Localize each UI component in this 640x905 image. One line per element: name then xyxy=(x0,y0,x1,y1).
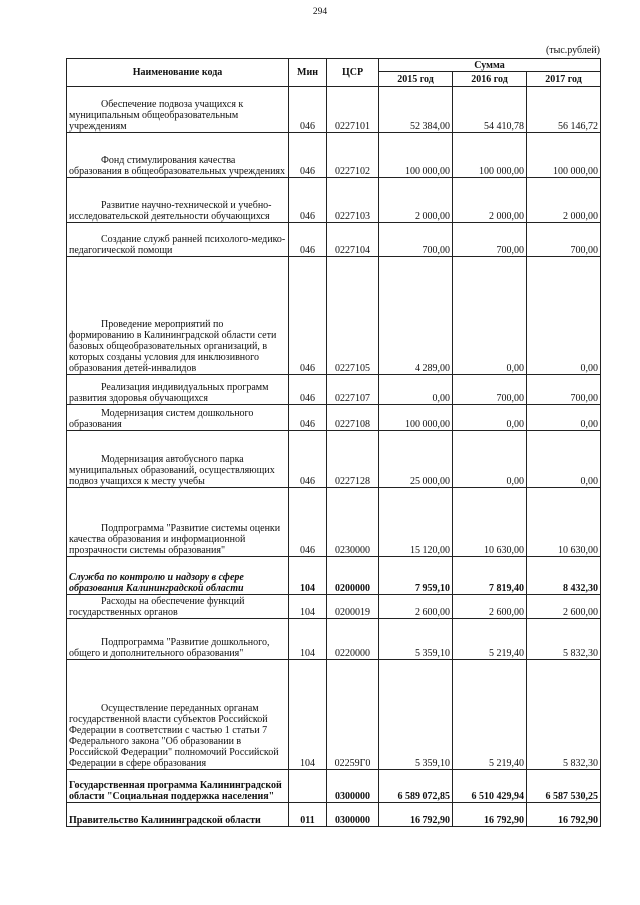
table-row xyxy=(67,133,601,178)
row-min-cell xyxy=(289,431,327,488)
row-2015-cell xyxy=(379,178,453,223)
page-number: 294 xyxy=(312,7,328,17)
row-2015-cell-text: 16 792,90 xyxy=(410,815,450,826)
row-2015-cell xyxy=(379,257,453,375)
row-name-cell-text: Обеспечение подвоза учащихся к муниципальным общеобразовательным учреждениям xyxy=(69,99,244,132)
row-csr-cell xyxy=(327,257,379,375)
row-2016-cell xyxy=(453,595,527,619)
row-name-cell xyxy=(67,660,289,770)
row-2015-cell xyxy=(379,770,453,803)
row-2017-cell-text: 5 832,30 xyxy=(563,648,599,659)
row-csr-cell xyxy=(327,557,379,595)
row-min-cell-text: 046 xyxy=(300,545,315,556)
row-csr-cell xyxy=(327,619,379,660)
row-2017-cell-text: 6 587 530,25 xyxy=(545,791,599,802)
row-2016-cell-text: 6 510 429,94 xyxy=(471,791,524,802)
row-min-cell-text: 046 xyxy=(300,121,315,132)
row-csr-cell-text: 0227108 xyxy=(335,419,370,430)
row-csr-cell-text: 0200019 xyxy=(335,607,370,618)
row-name-cell-text: Служба по контролю и надзору в сфере образования Калининградской области xyxy=(69,572,244,594)
row-min-cell-text: 011 xyxy=(300,815,315,826)
header-2017: 2017 год xyxy=(527,72,601,87)
row-name-cell-text: Расходы на обеспечение функций государственных органов xyxy=(69,596,245,618)
row-2015-cell-text: 2 600,00 xyxy=(415,607,450,618)
row-2016-cell xyxy=(453,133,527,178)
row-2015-cell-text: 52 384,00 xyxy=(410,121,450,132)
header-name: Наименование кода xyxy=(67,59,289,87)
units-label: (тыс.рублей) xyxy=(545,45,600,56)
row-csr-cell-text: 0227103 xyxy=(335,211,370,222)
row-min-cell xyxy=(289,595,327,619)
row-name-cell-text: Государственная программа Калининградской области "Социальная поддержка населения" xyxy=(69,780,282,802)
row-2017-cell xyxy=(527,375,601,405)
row-2016-cell xyxy=(453,619,527,660)
table-row xyxy=(67,803,601,827)
row-2015-cell-text: 2 000,00 xyxy=(415,211,450,222)
row-2015-cell xyxy=(379,223,453,257)
row-2015-cell xyxy=(379,803,453,827)
row-csr-cell-text: 0227101 xyxy=(335,121,370,132)
row-name-cell xyxy=(67,770,289,803)
row-min-cell-text: 104 xyxy=(300,583,315,594)
row-2016-cell-text: 7 819,40 xyxy=(489,583,524,594)
row-2017-cell-text: 100 000,00 xyxy=(553,166,599,177)
row-2015-cell-text: 7 959,10 xyxy=(415,583,450,594)
table-row xyxy=(67,660,601,770)
row-2016-cell-text: 700,00 xyxy=(496,393,524,404)
row-csr-cell-text: 0227128 xyxy=(335,476,370,487)
row-csr-cell xyxy=(327,133,379,178)
row-2015-cell-text: 700,00 xyxy=(422,245,450,256)
row-2016-cell xyxy=(453,405,527,431)
row-2017-cell-text: 0,00 xyxy=(580,363,599,374)
row-2015-cell xyxy=(379,431,453,488)
row-2015-cell-text: 5 359,10 xyxy=(415,648,450,659)
row-min-cell xyxy=(289,770,327,803)
row-2017-cell-text: 16 792,90 xyxy=(558,815,599,826)
row-2017-cell xyxy=(527,488,601,557)
row-name-cell-text: Развитие научно-технической и учебно-исследовательской деятельности обучающихся xyxy=(69,200,272,222)
row-name-cell xyxy=(67,803,289,827)
row-2015-cell-text: 6 589 072,85 xyxy=(397,791,450,802)
row-min-cell-text: 104 xyxy=(300,607,315,618)
row-min-cell xyxy=(289,405,327,431)
row-min-cell xyxy=(289,375,327,405)
row-2016-cell xyxy=(453,660,527,770)
row-csr-cell xyxy=(327,770,379,803)
row-2016-cell xyxy=(453,803,527,827)
row-min-cell-text: 104 xyxy=(300,758,315,769)
row-2016-cell-text: 0,00 xyxy=(506,476,524,487)
row-2016-cell-text: 16 792,90 xyxy=(484,815,524,826)
row-2015-cell-text: 5 359,10 xyxy=(415,758,450,769)
row-csr-cell-text: 0227105 xyxy=(335,363,370,374)
row-min-cell-text: 046 xyxy=(300,393,315,404)
header-2016: 2016 год xyxy=(453,72,527,87)
row-2017-cell-text: 0,00 xyxy=(580,419,599,430)
row-csr-cell xyxy=(327,178,379,223)
table-row xyxy=(67,557,601,595)
row-2016-cell-text: 0,00 xyxy=(506,363,524,374)
row-2017-cell xyxy=(527,223,601,257)
row-2017-cell xyxy=(527,87,601,133)
row-2017-cell xyxy=(527,557,601,595)
row-min-cell-text: 046 xyxy=(300,166,315,177)
row-csr-cell xyxy=(327,223,379,257)
row-csr-cell xyxy=(327,87,379,133)
row-2017-cell xyxy=(527,803,601,827)
row-min-cell xyxy=(289,557,327,595)
row-name-cell-text: Реализация индивидуальных программ развития здоровья обучающихся xyxy=(69,382,269,404)
row-2017-cell-text: 2 600,00 xyxy=(563,607,599,618)
row-name-cell-text: Модернизация систем дошкольного образования xyxy=(69,408,254,430)
row-2016-cell xyxy=(453,375,527,405)
row-2016-cell-text: 5 219,40 xyxy=(489,648,524,659)
row-name-cell-text: Подпрограмма "Развитие дошкольного, общего и дополнительного образования" xyxy=(69,637,270,659)
row-name-cell xyxy=(67,431,289,488)
row-min-cell-text: 104 xyxy=(300,648,315,659)
row-2017-cell xyxy=(527,405,601,431)
row-min-cell-text: 046 xyxy=(300,211,315,222)
row-2016-cell-text: 54 410,78 xyxy=(484,121,524,132)
table-row xyxy=(67,178,601,223)
row-csr-cell-text: 0227104 xyxy=(335,245,370,256)
table-row xyxy=(67,770,601,803)
row-name-cell-text: Модернизация автобусного парка муниципальных образований, осуществляющих подвоз учащихся к месту учебы xyxy=(69,454,275,487)
header-csr: ЦСР xyxy=(327,59,379,87)
table-row xyxy=(67,257,601,375)
row-min-cell-text: 046 xyxy=(300,419,315,430)
row-2015-cell xyxy=(379,619,453,660)
row-name-cell-text: Фонд стимулирования качества образования в общеобразовательных учреждениях xyxy=(69,155,286,177)
table-row xyxy=(67,595,601,619)
row-csr-cell-text: 0227107 xyxy=(335,393,370,404)
header-sum: Сумма xyxy=(379,59,601,72)
row-2017-cell xyxy=(527,660,601,770)
row-2015-cell-text: 15 120,00 xyxy=(410,545,450,556)
row-2017-cell-text: 0,00 xyxy=(580,476,599,487)
row-csr-cell-text: 0230000 xyxy=(335,545,370,556)
row-min-cell xyxy=(289,178,327,223)
row-2017-cell-text: 700,00 xyxy=(570,393,599,404)
row-2015-cell-text: 100 000,00 xyxy=(405,419,450,430)
row-2015-cell xyxy=(379,87,453,133)
row-2017-cell-text: 2 000,00 xyxy=(563,211,599,222)
row-name-cell-text: Осуществление переданных органам государственной власти субъектов Российской Федерации в соответствии с частью 1 статьи 7 Федерального закона "Об образовании в Российской Федерации" полномочий Российской Федерации в сфере образования xyxy=(69,703,279,769)
row-csr-cell xyxy=(327,595,379,619)
row-min-cell xyxy=(289,488,327,557)
row-name-cell xyxy=(67,488,289,557)
row-min-cell xyxy=(289,619,327,660)
row-csr-cell-text: 0200000 xyxy=(335,583,370,594)
row-2016-cell xyxy=(453,223,527,257)
row-name-cell xyxy=(67,557,289,595)
row-2017-cell-text: 10 630,00 xyxy=(558,545,599,556)
row-2016-cell-text: 0,00 xyxy=(506,419,524,430)
row-2017-cell xyxy=(527,178,601,223)
row-2016-cell xyxy=(453,488,527,557)
row-min-cell xyxy=(289,223,327,257)
row-csr-cell-text: 0227102 xyxy=(335,166,370,177)
row-csr-cell xyxy=(327,660,379,770)
row-name-cell xyxy=(67,619,289,660)
row-name-cell xyxy=(67,375,289,405)
row-csr-cell-text: 0220000 xyxy=(335,648,370,659)
row-min-cell-text: 046 xyxy=(300,245,315,256)
row-2016-cell xyxy=(453,87,527,133)
row-2017-cell xyxy=(527,595,601,619)
row-2016-cell-text: 5 219,40 xyxy=(489,758,524,769)
row-csr-cell xyxy=(327,375,379,405)
row-2017-cell xyxy=(527,133,601,178)
row-2015-cell xyxy=(379,557,453,595)
row-min-cell xyxy=(289,803,327,827)
row-2015-cell-text: 4 289,00 xyxy=(415,363,450,374)
row-name-cell xyxy=(67,87,289,133)
row-2016-cell-text: 100 000,00 xyxy=(479,166,524,177)
table-row xyxy=(67,223,601,257)
row-2015-cell xyxy=(379,660,453,770)
row-2017-cell xyxy=(527,770,601,803)
row-name-cell xyxy=(67,405,289,431)
row-name-cell-text: Правительство Калининградской области xyxy=(69,815,261,826)
row-2016-cell-text: 10 630,00 xyxy=(484,545,524,556)
table-row xyxy=(67,619,601,660)
table-row xyxy=(67,375,601,405)
header-min: Мин xyxy=(289,59,327,87)
row-2016-cell xyxy=(453,770,527,803)
row-name-cell xyxy=(67,178,289,223)
row-2016-cell-text: 700,00 xyxy=(496,245,524,256)
row-name-cell xyxy=(67,133,289,178)
row-min-cell xyxy=(289,257,327,375)
row-2015-cell xyxy=(379,595,453,619)
row-csr-cell-text: 0300000 xyxy=(335,791,370,802)
row-2017-cell-text: 700,00 xyxy=(570,245,599,256)
row-2015-cell xyxy=(379,488,453,557)
header-2015: 2015 год xyxy=(379,72,453,87)
row-min-cell-text: 046 xyxy=(300,476,315,487)
row-min-cell xyxy=(289,660,327,770)
row-2017-cell-text: 8 432,30 xyxy=(563,583,599,594)
budget-table xyxy=(66,58,601,827)
row-2017-cell-text: 56 146,72 xyxy=(558,121,599,132)
row-name-cell xyxy=(67,257,289,375)
row-csr-cell-text: 0300000 xyxy=(335,815,370,826)
row-name-cell-text: Создание служб ранней психолого-медико-педагогической помощи xyxy=(69,234,286,256)
row-min-cell xyxy=(289,133,327,178)
row-2015-cell-text: 100 000,00 xyxy=(405,166,450,177)
row-name-cell-text: Проведение мероприятий по формированию в Калининградской области сети базовых общеобразовательных организаций, в которых созданы условия для инклюзивного образования детей-инвалидов xyxy=(69,319,277,374)
table-row xyxy=(67,87,601,133)
row-name-cell-text: Подпрограмма "Развитие системы оценки качества образования и информационной прозрачности системы образования" xyxy=(69,523,281,556)
row-csr-cell xyxy=(327,431,379,488)
table-row xyxy=(67,488,601,557)
row-2016-cell xyxy=(453,178,527,223)
row-2017-cell xyxy=(527,619,601,660)
row-2015-cell xyxy=(379,405,453,431)
row-name-cell xyxy=(67,223,289,257)
table-row xyxy=(67,405,601,431)
row-2016-cell-text: 2 000,00 xyxy=(489,211,524,222)
row-csr-cell-text: 02259Г0 xyxy=(334,758,371,769)
row-2015-cell-text: 25 000,00 xyxy=(410,476,450,487)
row-2017-cell-text: 5 832,30 xyxy=(563,758,599,769)
row-min-cell-text: 046 xyxy=(300,363,315,374)
row-name-cell xyxy=(67,595,289,619)
row-2016-cell xyxy=(453,257,527,375)
row-csr-cell xyxy=(327,803,379,827)
row-csr-cell xyxy=(327,405,379,431)
row-2016-cell xyxy=(453,557,527,595)
row-2016-cell xyxy=(453,431,527,488)
row-min-cell xyxy=(289,87,327,133)
row-2015-cell xyxy=(379,133,453,178)
row-2015-cell-text: 0,00 xyxy=(432,393,450,404)
row-2015-cell xyxy=(379,375,453,405)
row-2017-cell xyxy=(527,257,601,375)
row-csr-cell xyxy=(327,488,379,557)
row-2016-cell-text: 2 600,00 xyxy=(489,607,524,618)
row-2017-cell xyxy=(527,431,601,488)
table-row xyxy=(67,431,601,488)
